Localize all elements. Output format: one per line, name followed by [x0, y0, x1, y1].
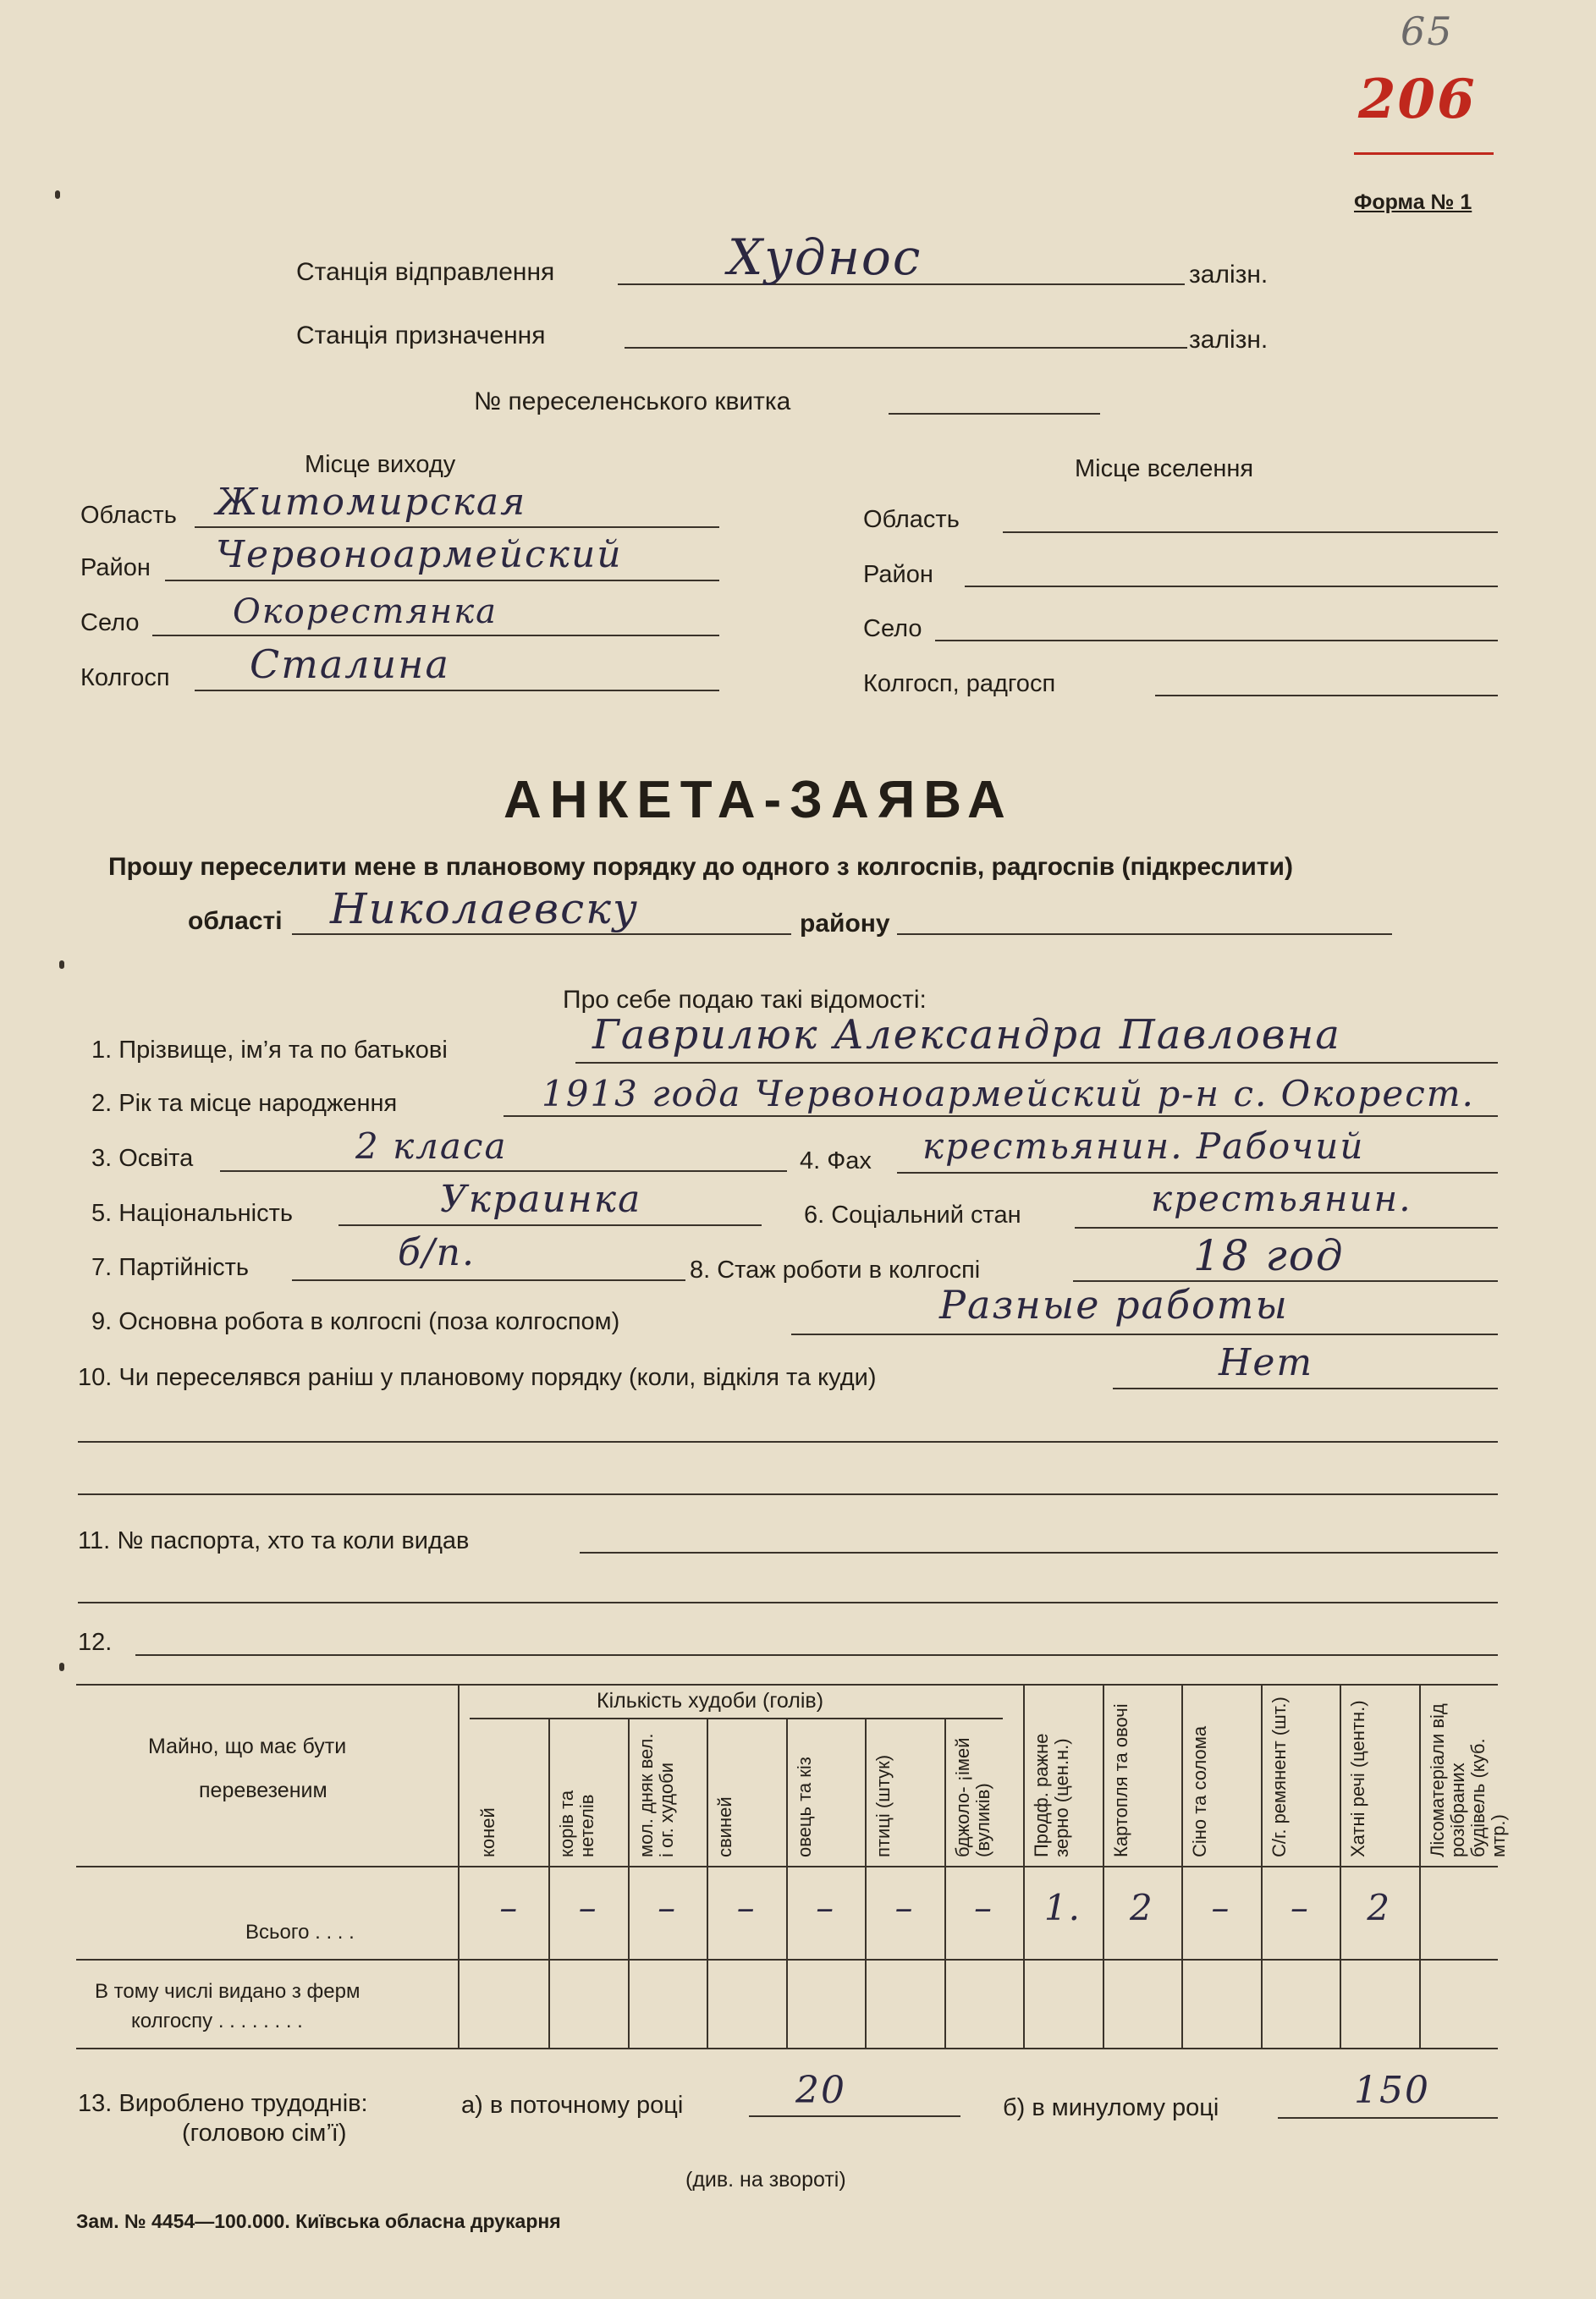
request-oblast-value: Николаевску: [330, 884, 639, 933]
printer-imprint: Зам. № 4454—100.000. Київська обласна друкарня: [76, 2210, 561, 2232]
field-11-line: [580, 1552, 1498, 1554]
workdays-previous-value: 150: [1354, 2069, 1430, 2112]
origin-rayon-label: Район: [80, 554, 151, 581]
margin-mark: [59, 960, 64, 969]
workdays-label: 13. Вироблено трудоднів:: [78, 2090, 368, 2117]
archive-page-number-pencil: 65: [1401, 8, 1454, 54]
form-title: АНКЕТА-ЗАЯВА: [504, 771, 1014, 829]
margin-mark: [55, 190, 60, 199]
table-total-cell: 2: [1130, 1887, 1154, 1928]
origin-oblast-line: [195, 526, 719, 528]
table-total-cell: –: [499, 1887, 520, 1928]
destination-selo-line: [935, 640, 1498, 641]
origin-kolhosp-line: [195, 690, 719, 691]
field-1-value: Гаврилюк Александра Павловна: [592, 1011, 1341, 1059]
farm-row-label-2: колгоспу . . . . . . . .: [131, 2010, 303, 2032]
table-column-border: [1261, 1684, 1263, 2048]
property-table: [76, 1684, 1509, 2048]
destination-oblast-label: Область: [863, 506, 960, 533]
table-column-header: Продф. ражне зерно (цен.н.): [1031, 1733, 1073, 1857]
field-10-value: Нет: [1219, 1341, 1314, 1384]
field-10-label: 10. Чи переселявся раніш у плановому порядку (коли, відкіля та куди): [78, 1364, 877, 1391]
origin-kolhosp-value: Сталина: [250, 641, 450, 687]
see-reverse-note: (див. на звороті): [685, 2168, 846, 2192]
margin-mark: [59, 1663, 64, 1671]
table-column-border: [628, 1718, 630, 2048]
destination-rayon-line: [965, 586, 1498, 587]
table-column-header: Сіно та солома: [1189, 1725, 1211, 1857]
field-4-label: 4. Фах: [800, 1147, 872, 1174]
table-column-border: [1419, 1684, 1421, 2048]
field-5-line: [338, 1224, 762, 1226]
table-column-header: корів та нетелів: [556, 1790, 598, 1857]
workdays-previous-line: [1278, 2117, 1498, 2119]
table-column-header: бджоло- ¡імей (вуликів): [951, 1737, 993, 1857]
field-4-value: крестьянин. Рабочий: [922, 1125, 1365, 1167]
table-column-border: [1181, 1684, 1183, 2048]
origin-oblast-value: Житомирская: [216, 481, 527, 524]
table-total-cell: –: [578, 1887, 598, 1928]
field-8-label: 8. Стаж роботи в колгоспі: [690, 1257, 981, 1284]
field-10-line: [1113, 1388, 1498, 1389]
field-9-label: 9. Основна робота в колгоспі (поза колгоспом): [91, 1308, 620, 1335]
table-column-header: свиней: [714, 1796, 736, 1857]
field-5-label: 5. Національність: [91, 1200, 294, 1227]
field-9-line: [791, 1334, 1498, 1335]
table-column-header: С/г. ремянент (шт.): [1268, 1697, 1290, 1857]
destination-selo-label: Село: [863, 615, 922, 642]
livestock-header: Кількість худоби (голів): [597, 1689, 824, 1713]
field-3-value: 2 класа: [355, 1125, 508, 1167]
workdays-sublabel: (головою сім’ї): [182, 2120, 347, 2147]
property-label-1: Майно, що має бути: [148, 1735, 347, 1758]
departure-station-label: Станція відправлення: [296, 258, 555, 286]
total-row-label: Всього . . . .: [245, 1921, 355, 1944]
field-12-label: 12.: [78, 1629, 113, 1656]
field-9-value: Разные работы: [939, 1282, 1289, 1328]
intro-text: Про себе подаю такі відомості:: [563, 986, 927, 1014]
origin-selo-line: [152, 635, 719, 636]
table-total-cell: –: [1290, 1887, 1310, 1928]
request-rayon-line: [897, 933, 1392, 935]
field-3-line: [220, 1170, 787, 1172]
table-column-border: [1340, 1684, 1341, 2048]
field-11-label: 11. № паспорта, хто та коли видав: [78, 1527, 470, 1554]
table-total-cell: –: [816, 1887, 836, 1928]
field-1-label: 1. Прізвище, ім’я та по батькові: [91, 1037, 448, 1064]
table-total-cell: 2: [1367, 1887, 1392, 1928]
departure-station-value: Худнос: [728, 228, 922, 286]
table-column-border: [1023, 1684, 1025, 2048]
table-column-border: [865, 1718, 867, 2048]
form-number: Форма № 1: [1354, 190, 1472, 214]
field-5-value: Украинка: [440, 1178, 642, 1221]
origin-kolhosp-label: Колгосп: [80, 664, 170, 691]
table-column-header: мол. дняк вел. і ог. худоби: [635, 1733, 677, 1857]
destination-oblast-line: [1003, 531, 1498, 533]
table-total-cell: –: [658, 1887, 678, 1928]
field-6-line: [1075, 1227, 1498, 1229]
destination-rail-label: залізн.: [1189, 326, 1269, 354]
table-column-header: овець та кіз: [793, 1757, 815, 1857]
ticket-number-label: № переселенського квитка: [474, 388, 791, 415]
field-4-line: [897, 1172, 1498, 1174]
table-column-border: [1103, 1684, 1104, 2048]
field-10-extra-line-2: [78, 1493, 1498, 1495]
field-1-line: [575, 1062, 1498, 1064]
table-column-border: [707, 1718, 708, 2048]
table-total-cell: –: [736, 1887, 757, 1928]
field-2-line: [504, 1115, 1498, 1117]
table-column-header: Лісоматеріали від розібраних будівель (куб. мтр.): [1426, 1703, 1509, 1857]
origin-heading: Місце виходу: [305, 451, 456, 478]
workdays-current-label: а) в поточному році: [461, 2092, 684, 2119]
field-7-line: [292, 1279, 685, 1281]
field-2-value: 1913 года Червоноармейский р-н с. Окорест.: [542, 1073, 1475, 1114]
table-column-header: Картопля та овочі: [1109, 1703, 1131, 1857]
field-8-value: 18 год: [1193, 1231, 1345, 1280]
request-rayon-label: району: [800, 910, 890, 938]
table-total-cell: –: [1211, 1887, 1231, 1928]
request-text: Прошу переселити мене в плановому порядку до одного з колгоспів, радгоспів (підкреслити): [108, 853, 1293, 881]
table-column-header: коней: [477, 1807, 498, 1857]
table-column-header: Хатні речі (центн.): [1347, 1700, 1369, 1857]
origin-rayon-line: [165, 580, 719, 581]
destination-kolhosp-label: Колгосп, радгосп: [863, 670, 1056, 697]
destination-station-label: Станція призначення: [296, 322, 546, 349]
table-column-border: [944, 1718, 946, 2048]
departure-rail-label: залізн.: [1189, 261, 1269, 289]
table-total-cell: –: [973, 1887, 993, 1928]
request-oblast-line: [292, 933, 791, 935]
workdays-previous-label: б) в минулому році: [1003, 2094, 1219, 2121]
field-10-extra-line-1: [78, 1441, 1498, 1443]
destination-station-line: [625, 347, 1187, 349]
field-2-label: 2. Рік та місце народження: [91, 1090, 398, 1117]
origin-oblast-label: Область: [80, 502, 177, 529]
workdays-current-value: 20: [795, 2069, 846, 2112]
table-total-cell: –: [894, 1887, 915, 1928]
destination-kolhosp-line: [1155, 695, 1498, 696]
destination-rayon-label: Район: [863, 561, 933, 588]
table-column-border: [548, 1718, 550, 2048]
field-6-value: крестьянин.: [1151, 1178, 1412, 1219]
ticket-number-line: [889, 413, 1100, 415]
farm-row-label-1: В тому числі видано з ферм: [95, 1980, 360, 2003]
table-total-cell: 1.: [1043, 1887, 1081, 1928]
red-underline: [1354, 152, 1494, 155]
archive-page-number-red: 206: [1358, 68, 1477, 131]
origin-selo-label: Село: [80, 609, 140, 636]
origin-rayon-value: Червоноармейский: [216, 533, 623, 576]
workdays-current-line: [749, 2115, 960, 2117]
property-label-2: перевезеним: [199, 1779, 327, 1802]
table-column-border: [458, 1684, 460, 2048]
table-column-border: [786, 1718, 788, 2048]
field-7-value: б/п.: [398, 1231, 476, 1274]
destination-heading: Місце вселення: [1075, 455, 1254, 482]
table-column-header: птиці (штук): [872, 1754, 894, 1857]
field-12-line: [135, 1654, 1498, 1656]
field-3-label: 3. Освіта: [91, 1145, 194, 1172]
field-7-label: 7. Партійність: [91, 1254, 249, 1281]
field-11-extra-line: [78, 1602, 1498, 1603]
request-oblast-label: області: [188, 907, 283, 935]
origin-selo-value: Окорестянка: [233, 592, 498, 631]
field-6-label: 6. Соціальний стан: [804, 1202, 1021, 1229]
